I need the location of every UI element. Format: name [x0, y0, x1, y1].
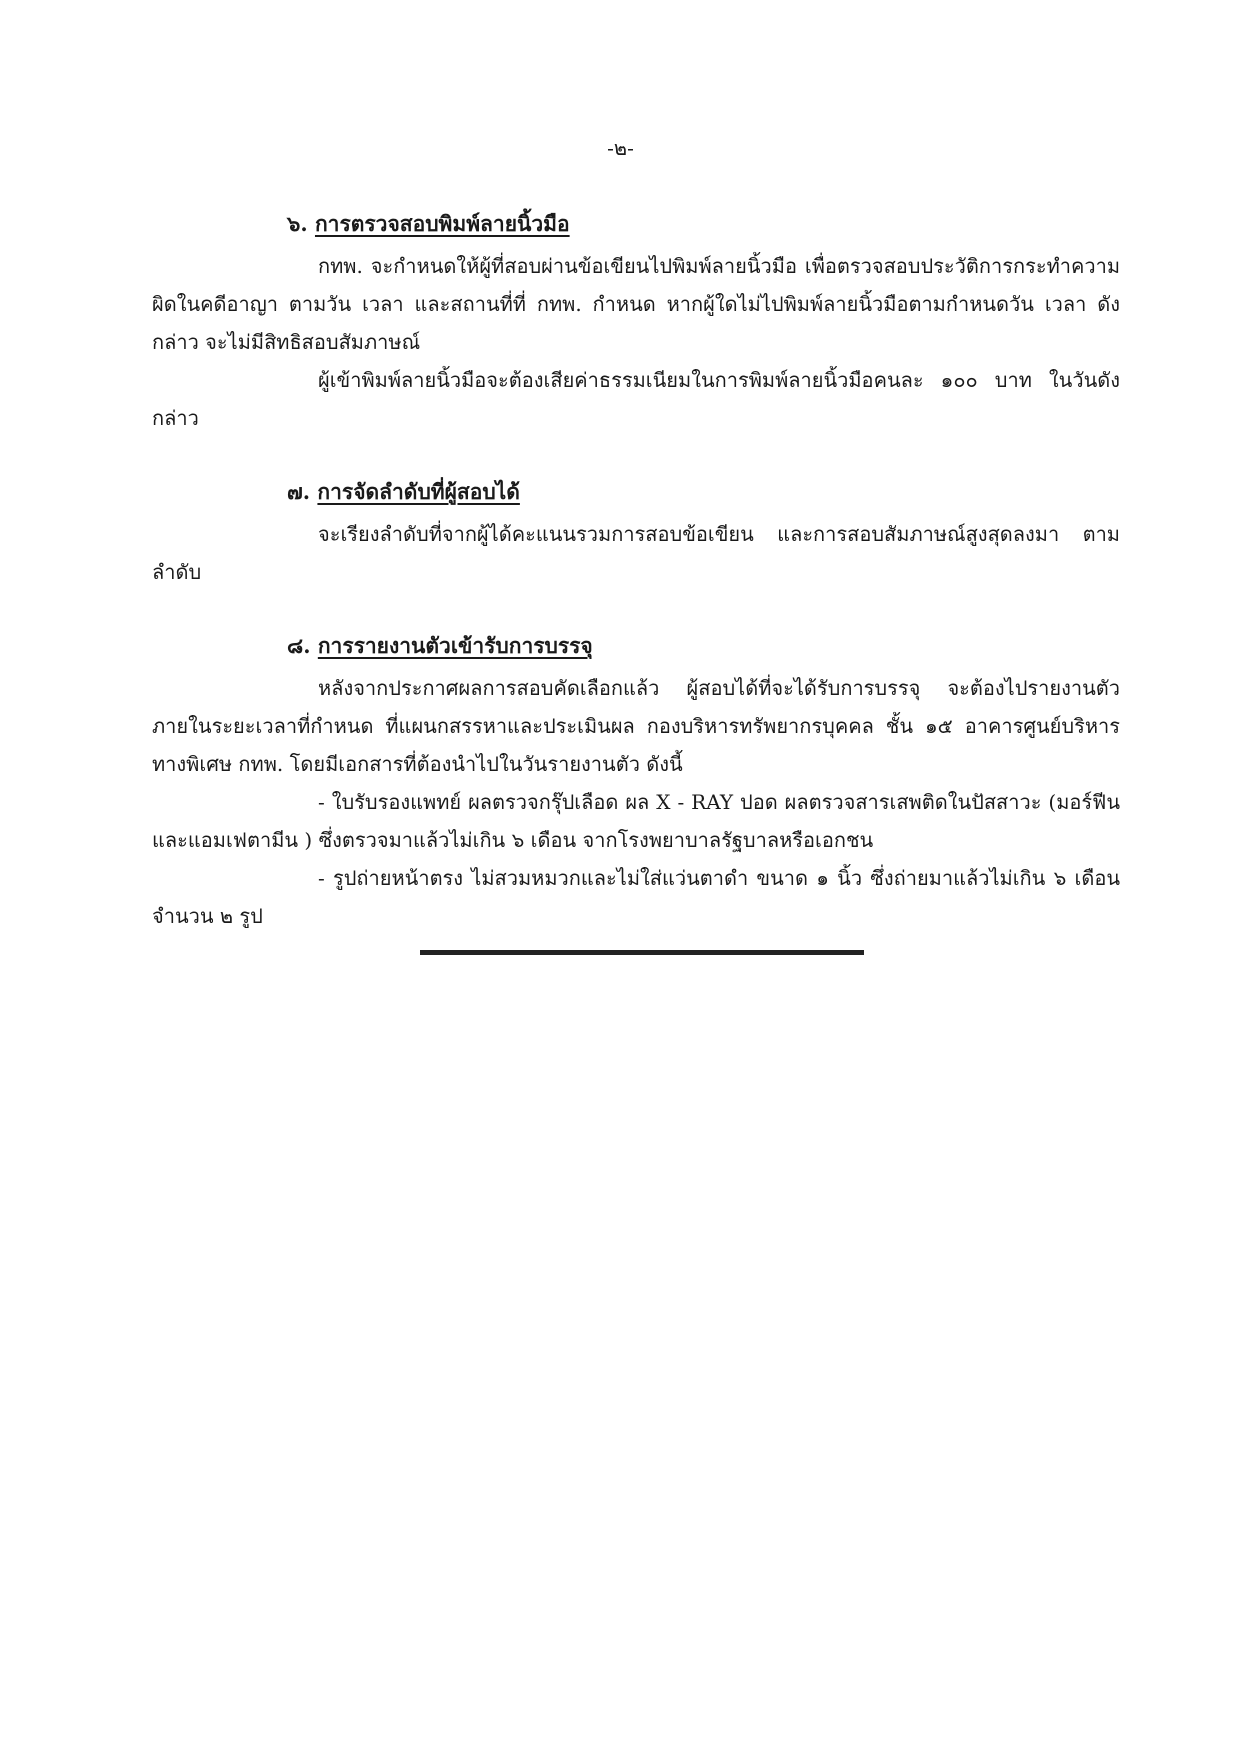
- section-title: การจัดลำดับที่ผู้สอบได้: [317, 479, 520, 504]
- section-title: การรายงานตัวเข้ารับการบรรจุ: [317, 633, 593, 658]
- paragraph: หลังจากประกาศผลการสอบคัดเลือกแล้ว ผู้สอบได้ที่จะได้รับการบรรจุ จะต้องไปรายงานตัวภายในระยะเวลาที่กำหนด ที่แผนกสรรหาและประเมินผล กองบริหารทรัพยากรบุคคล ชั้น ๑๕ อาคารศูนย์บริหารทางพิเศษ กทพ. โดยมีเอกสารที่ต้องนำไปในวันรายงานตัว ดังนี้: [152, 676, 1120, 776]
- page-number: -๒-: [607, 136, 634, 160]
- paragraph: จะเรียงลำดับที่จากผู้ได้คะแนนรวมการสอบข้อเขียน และการสอบสัมภาษณ์สูงสุดลงมา ตามลำดับ: [152, 522, 1120, 584]
- section-number: ๗.: [287, 479, 311, 504]
- section-number: ๘.: [287, 633, 311, 658]
- section-heading: [287, 205, 1120, 243]
- paragraph: - รูปถ่ายหน้าตรง ไม่สวมหมวกและไม่ใส่แว่นตาดำ ขนาด ๑ นิ้ว ซึ่งถ่ายมาแล้วไม่เกิน ๖ เดือน จำนวน ๒ รูป: [152, 866, 1120, 928]
- section-ranking: [152, 473, 1120, 591]
- paragraph: - ใบรับรองแพทย์ ผลตรวจกรุ๊ปเลือด ผล X - RAY ปอด ผลตรวจสารเสพติดในปัสสาวะ (มอร์ฟีน และแอมเฟตามีน ) ซึ่งตรวจมาแล้วไม่เกิน ๖ เดือน จากโรงพยาบาลรัฐบาลหรือเอกชน: [152, 790, 1120, 852]
- section-number: ๖.: [287, 211, 308, 236]
- section-heading: [287, 627, 1120, 665]
- section-heading: [287, 473, 1120, 511]
- paragraph: กทพ. จะกำหนดให้ผู้ที่สอบผ่านข้อเขียนไปพิมพ์ลายนิ้วมือ เพื่อตรวจสอบประวัติการกระทำความผิดในคดีอาญา ตามวัน เวลา และสถานที่ที่ กทพ. กำหนด หากผู้ใดไม่ไปพิมพ์ลายนิ้วมือตามกำหนดวัน เวลา ดังกล่าว จะไม่มีสิทธิสอบสัมภาษณ์: [152, 254, 1120, 354]
- end-divider: [420, 950, 864, 955]
- document-body: [152, 205, 1120, 971]
- section-title: การตรวจสอบพิมพ์ลายนิ้วมือ: [314, 211, 570, 236]
- paragraph: ผู้เข้าพิมพ์ลายนิ้วมือจะต้องเสียค่าธรรมเนียมในการพิมพ์ลายนิ้วมือคนละ ๑๐๐ บาท ในวันดังกล่าว: [152, 368, 1120, 430]
- section-reporting: [152, 627, 1120, 935]
- section-fingerprint-check: [152, 205, 1120, 437]
